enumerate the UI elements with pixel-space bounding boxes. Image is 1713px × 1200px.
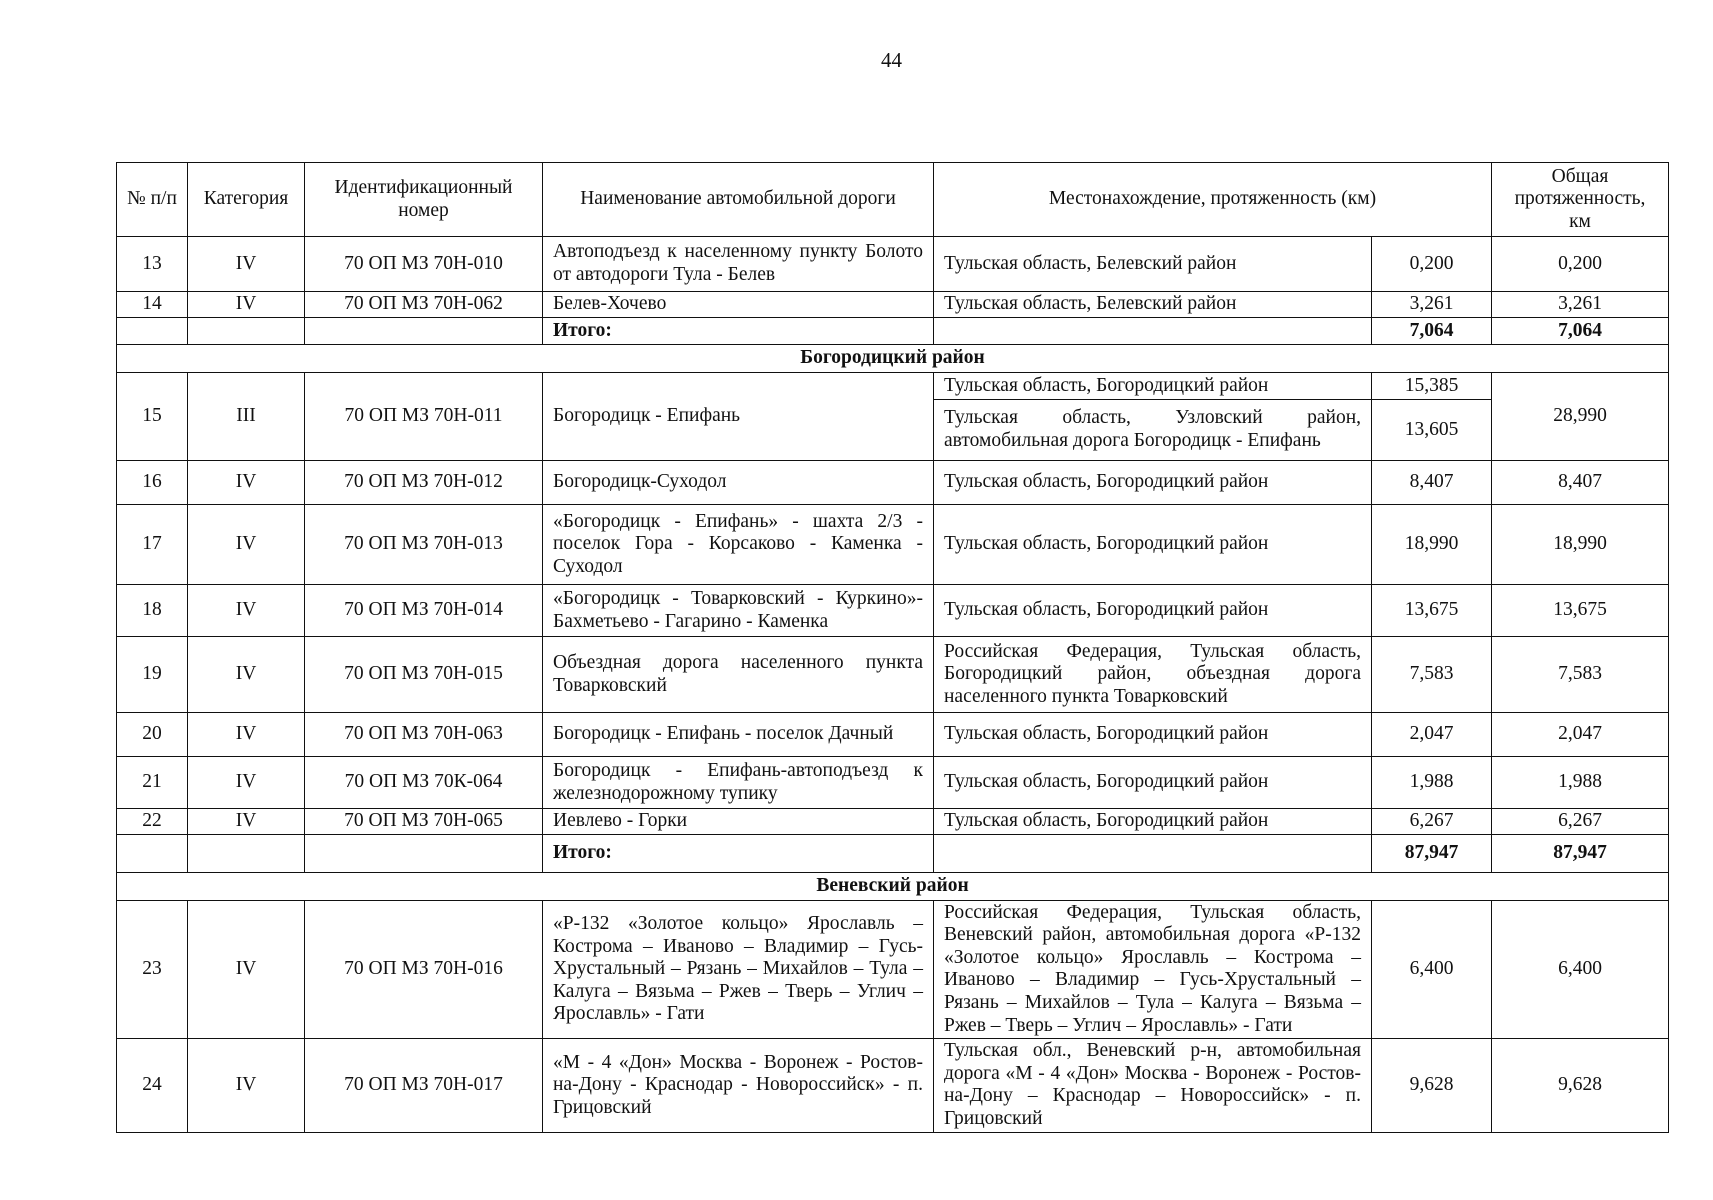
row-length: 13,675 (1372, 585, 1492, 637)
empty-cell (305, 318, 543, 345)
row-category: III (188, 373, 305, 461)
row-road-name: Богородицк - Епифань - поселок Дачный (543, 713, 934, 757)
table-row (117, 373, 1669, 400)
row-id: 70 ОП МЗ 70Н-063 (305, 713, 543, 757)
empty-cell (188, 318, 305, 345)
row-number: 15 (117, 373, 188, 461)
row-location: Тульская область, Богородицкий район (934, 809, 1372, 835)
row-total: 9,628 (1492, 1039, 1669, 1132)
row-length: 7,583 (1372, 637, 1492, 713)
row-id: 70 ОП МЗ 70Н-017 (305, 1039, 543, 1132)
row-category: IV (188, 757, 305, 809)
empty-cell (188, 834, 305, 872)
section-header-row (117, 872, 1669, 900)
header-num: № п/п (117, 163, 188, 237)
section-title: Веневский район (117, 872, 1669, 900)
row-id: 70 ОП МЗ 70Н-012 (305, 461, 543, 505)
row-category: IV (188, 713, 305, 757)
row-length: 6,267 (1372, 809, 1492, 835)
page-number: 44 (881, 48, 902, 72)
empty-cell (934, 834, 1372, 872)
row-total: 6,267 (1492, 809, 1669, 835)
row-category: IV (188, 809, 305, 835)
row-road-name: Богородицк-Суходол (543, 461, 934, 505)
row-number: 21 (117, 757, 188, 809)
row-road-name: «Р-132 «Золотое кольцо» Ярославль – Кострома – Иваново – Владимир – Гусь-Хрустальный – Рязань – Михайлов – Тула – Калуга – Вязьма – Ржев – Тверь – Углич – Ярославль» - Гати (543, 900, 934, 1039)
subtotal-total: 87,947 (1492, 834, 1669, 872)
row-location: Тульская область, Белевский район (934, 237, 1372, 292)
empty-cell (117, 834, 188, 872)
row-total: 7,583 (1492, 637, 1669, 713)
row-total: 13,675 (1492, 585, 1669, 637)
row-category: IV (188, 637, 305, 713)
row-category: IV (188, 237, 305, 292)
row-total: 2,047 (1492, 713, 1669, 757)
row-category: IV (188, 461, 305, 505)
row-total: 8,407 (1492, 461, 1669, 505)
row-length: 2,047 (1372, 713, 1492, 757)
row-location: Российская Федерация, Тульская область, Богородицкий район, объездная дорога населенного пункта Товарковский (934, 637, 1372, 713)
empty-cell (305, 834, 543, 872)
subtotal-length: 7,064 (1372, 318, 1492, 345)
table-row (117, 757, 1669, 809)
row-location: Тульская область, Богородицкий район (934, 373, 1372, 400)
row-id: 70 ОП МЗ 70Н-016 (305, 900, 543, 1039)
row-length: 9,628 (1372, 1039, 1492, 1132)
row-length: 0,200 (1372, 237, 1492, 292)
row-id: 70 ОП МЗ 70К-064 (305, 757, 543, 809)
header-id: Идентификационный номер (305, 163, 543, 237)
row-road-name: Иевлево - Горки (543, 809, 934, 835)
row-road-name: «Богородицк - Епифань» - шахта 2/3 - поселок Гора - Корсаково - Каменка - Суходол (543, 505, 934, 585)
row-number: 19 (117, 637, 188, 713)
row-location: Тульская область, Богородицкий район (934, 461, 1372, 505)
row-length: 15,385 (1372, 373, 1492, 400)
row-length: 1,988 (1372, 757, 1492, 809)
subtotal-total: 7,064 (1492, 318, 1669, 345)
row-total: 0,200 (1492, 237, 1669, 292)
header-total: Общая протяженность, км (1492, 163, 1669, 237)
empty-cell (117, 318, 188, 345)
table-row (117, 809, 1669, 835)
row-id: 70 ОП МЗ 70Н-015 (305, 637, 543, 713)
table-row (117, 461, 1669, 505)
row-location: Тульская область, Богородицкий район (934, 585, 1372, 637)
empty-cell (934, 318, 1372, 345)
row-road-name: Автоподъезд к населенному пункту Болото от автодороги Тула - Белев (543, 237, 934, 292)
row-length: 6,400 (1372, 900, 1492, 1039)
row-category: IV (188, 1039, 305, 1132)
row-id: 70 ОП МЗ 70Н-014 (305, 585, 543, 637)
row-length: 18,990 (1372, 505, 1492, 585)
table-row (117, 505, 1669, 585)
row-location: Тульская обл., Веневский р-н, автомобильная дорога «М - 4 «Дон» Москва - Воронеж - Ростов-на-Дону – Краснодар – Новороссийск» - п. Грицовский (934, 1039, 1372, 1132)
row-road-name: «М - 4 «Дон» Москва - Воронеж - Ростов-на-Дону - Краснодар - Новороссийск» - п. Грицовский (543, 1039, 934, 1132)
row-total: 1,988 (1492, 757, 1669, 809)
row-category: IV (188, 292, 305, 318)
row-location: Тульская область, Белевский район (934, 292, 1372, 318)
row-total: 18,990 (1492, 505, 1669, 585)
row-road-name: Богородицк - Епифань-автоподъезд к железнодорожному тупику (543, 757, 934, 809)
row-location: Тульская область, Богородицкий район (934, 713, 1372, 757)
row-id: 70 ОП МЗ 70Н-011 (305, 373, 543, 461)
subtotal-length: 87,947 (1372, 834, 1492, 872)
row-location: Тульская область, Узловский район, автомобильная дорога Богородицк - Епифань (934, 400, 1372, 461)
table-row (117, 585, 1669, 637)
table-row (117, 237, 1669, 292)
row-number: 24 (117, 1039, 188, 1132)
table-row (117, 637, 1669, 713)
roads-table (116, 162, 1669, 1133)
row-total: 3,261 (1492, 292, 1669, 318)
row-number: 13 (117, 237, 188, 292)
header-category: Категория (188, 163, 305, 237)
section-title: Богородицкий район (117, 345, 1669, 373)
subtotal-label: Итого: (543, 318, 934, 345)
row-id: 70 ОП МЗ 70Н-010 (305, 237, 543, 292)
row-id: 70 ОП МЗ 70Н-065 (305, 809, 543, 835)
row-total: 6,400 (1492, 900, 1669, 1039)
row-location: Тульская область, Богородицкий район (934, 757, 1372, 809)
row-road-name: Объездная дорога населенного пункта Товарковский (543, 637, 934, 713)
table-row (117, 900, 1669, 1039)
table-row (117, 713, 1669, 757)
row-road-name: Белев-Хочево (543, 292, 934, 318)
subtotal-label: Итого: (543, 834, 934, 872)
subtotal-row (117, 834, 1669, 872)
row-id: 70 ОП МЗ 70Н-013 (305, 505, 543, 585)
subtotal-row (117, 318, 1669, 345)
row-total: 28,990 (1492, 373, 1669, 461)
header-name: Наименование автомобильной дороги (543, 163, 934, 237)
header-location: Местонахождение, протяженность (км) (934, 163, 1492, 237)
row-number: 20 (117, 713, 188, 757)
row-number: 17 (117, 505, 188, 585)
table-row (117, 1039, 1669, 1132)
row-location: Тульская область, Богородицкий район (934, 505, 1372, 585)
section-header-row (117, 345, 1669, 373)
row-id: 70 ОП МЗ 70Н-062 (305, 292, 543, 318)
row-category: IV (188, 585, 305, 637)
row-number: 22 (117, 809, 188, 835)
row-road-name: «Богородицк - Товарковский - Куркино»- Бахметьево - Гагарино - Каменка (543, 585, 934, 637)
row-location: Российская Федерация, Тульская область, Веневский район, автомобильная дорога «Р-132 «Золотое кольцо» Ярославль – Кострома – Иваново – Владимир – Гусь-Хрустальный – Рязань – Михайлов – Тула – Калуга – Вязьма – Ржев – Тверь – Углич – Ярославль» - Гати (934, 900, 1372, 1039)
row-number: 18 (117, 585, 188, 637)
row-road-name: Богородицк - Епифань (543, 373, 934, 461)
row-number: 14 (117, 292, 188, 318)
row-category: IV (188, 900, 305, 1039)
row-length: 3,261 (1372, 292, 1492, 318)
row-number: 16 (117, 461, 188, 505)
row-category: IV (188, 505, 305, 585)
table-header-row (117, 163, 1669, 237)
table-row (117, 292, 1669, 318)
row-length: 13,605 (1372, 400, 1492, 461)
row-number: 23 (117, 900, 188, 1039)
row-length: 8,407 (1372, 461, 1492, 505)
